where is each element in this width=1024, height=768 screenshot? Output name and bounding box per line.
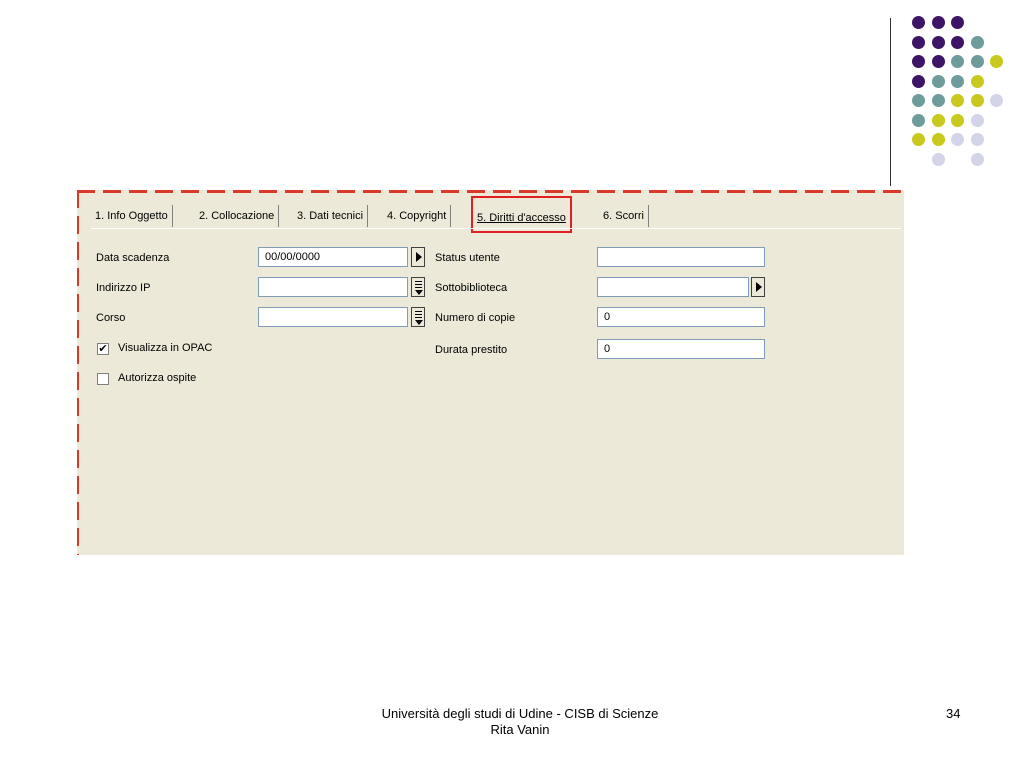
durata-prestito-field[interactable]: 0 <box>597 339 765 359</box>
decorative-dot <box>932 16 945 29</box>
decorative-dot <box>912 94 925 107</box>
page-number: 34 <box>946 706 961 721</box>
decorative-dot <box>951 94 964 107</box>
corso-list-button[interactable] <box>411 307 425 327</box>
slide-footer <box>300 706 740 738</box>
sottobiblioteca-label: Sottobiblioteca <box>435 282 508 294</box>
sottobiblioteca-arrow-button[interactable] <box>751 277 765 297</box>
status-utente-field[interactable] <box>597 247 765 267</box>
visualizza-opac-checkbox[interactable]: ✔ <box>98 342 108 355</box>
decorative-dot <box>971 114 984 127</box>
data-scadenza-field[interactable]: 00/00/0000 <box>258 247 408 267</box>
decorative-dot <box>971 75 984 88</box>
decorative-dot <box>932 55 945 68</box>
decorative-dot <box>951 114 964 127</box>
numero-copie-field[interactable]: 0 <box>597 307 765 327</box>
tab-divider <box>91 228 901 229</box>
decorative-dot <box>912 133 925 146</box>
data-scadenza-label: Data scadenza <box>96 252 170 264</box>
corso-field[interactable] <box>258 307 408 327</box>
decorative-dot <box>951 133 964 146</box>
decorative-dot <box>912 55 925 68</box>
decorative-dot <box>971 153 984 166</box>
decorative-dot <box>971 36 984 49</box>
decorative-dot <box>951 36 964 49</box>
decorative-dot <box>912 16 925 29</box>
indirizzo-ip-list-button[interactable] <box>411 277 425 297</box>
decorative-dot <box>971 55 984 68</box>
decorative-dot <box>912 114 925 127</box>
visualizza-opac-label: Visualizza in OPAC <box>118 342 213 354</box>
indirizzo-ip-label: Indirizzo IP <box>96 282 151 294</box>
decorative-dot <box>932 133 945 146</box>
divider-line <box>890 18 891 186</box>
status-utente-label: Status utente <box>435 252 500 264</box>
decorative-dot <box>932 75 945 88</box>
decorative-dot <box>990 55 1003 68</box>
autorizza-ospite-checkbox[interactable] <box>97 373 109 385</box>
decorative-dot <box>971 94 984 107</box>
dashed-border-top <box>77 190 904 193</box>
footer-line-2: Rita Vanin <box>490 722 550 737</box>
tab-copyright[interactable]: 4. Copyright <box>383 205 451 227</box>
tab-diritti-accesso[interactable]: 5. Diritti d'accesso <box>471 196 572 233</box>
tab-dati-tecnici[interactable]: 3. Dati tecnici <box>293 205 368 227</box>
tab-scorri[interactable]: 6. Scorri <box>599 205 649 227</box>
decorative-dot <box>932 153 945 166</box>
autorizza-ospite-label: Autorizza ospite <box>118 372 197 384</box>
decorative-dot <box>932 36 945 49</box>
footer-line-1: Università degli studi di Udine - CISB di Scienze <box>381 706 659 721</box>
dashed-border-left <box>77 190 79 555</box>
decorative-dot <box>912 36 925 49</box>
numero-copie-label: Numero di copie <box>435 312 516 324</box>
data-scadenza-arrow-button[interactable] <box>411 247 425 267</box>
decorative-dot <box>932 94 945 107</box>
decorative-dot <box>971 133 984 146</box>
decorative-dot <box>951 75 964 88</box>
durata-prestito-label: Durata prestito <box>435 344 508 356</box>
sottobiblioteca-field[interactable] <box>597 277 749 297</box>
tab-collocazione[interactable]: 2. Collocazione <box>195 205 279 227</box>
corso-label: Corso <box>96 312 126 324</box>
tab-info-oggetto[interactable]: 1. Info Oggetto <box>91 205 173 227</box>
decorative-dot <box>990 94 1003 107</box>
indirizzo-ip-field[interactable] <box>258 277 408 297</box>
app-window <box>77 190 904 555</box>
decorative-dot <box>951 16 964 29</box>
decorative-dot <box>912 75 925 88</box>
decorative-dot <box>951 55 964 68</box>
decorative-dot <box>932 114 945 127</box>
